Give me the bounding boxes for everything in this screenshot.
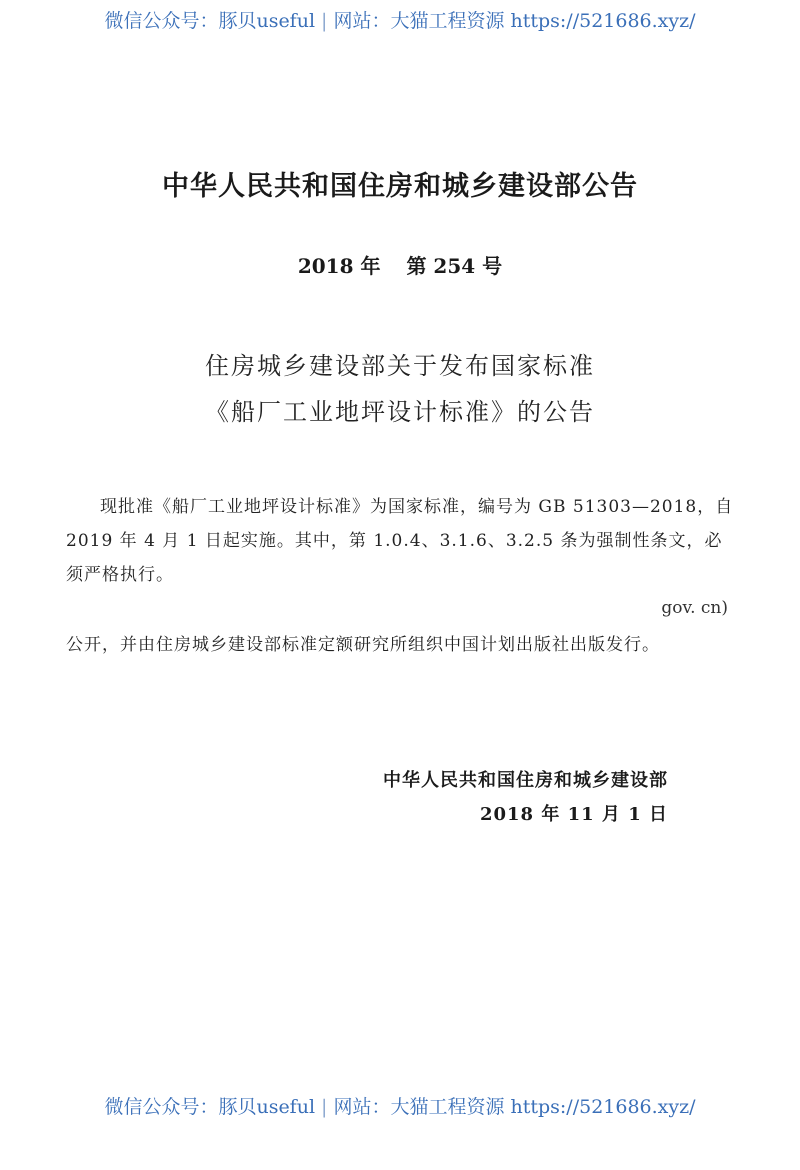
watermark-website: 网站：大猫工程资源 https://521686.xyz/ [333, 1096, 696, 1118]
watermark-separator: | [321, 10, 328, 32]
signature-date: 2018 年 11 月 1 日 [479, 804, 668, 825]
watermark-footer [0, 1092, 800, 1119]
watermark-wechat: 微信公众号：豚贝useful [104, 1096, 316, 1118]
announcement-year: 2018 年 [297, 254, 381, 278]
watermark-separator: | [321, 1096, 328, 1118]
watermark-website: 网站：大猫工程资源 https://521686.xyz/ [333, 10, 696, 32]
watermark-header [0, 6, 800, 33]
subtitle-line-2: 《船厂工业地坪设计标准》的公告 [205, 398, 595, 426]
document-title: 中华人民共和国住房和城乡建设部公告 [162, 171, 638, 202]
watermark-wechat: 微信公众号：豚贝useful [104, 10, 316, 32]
announcement-number [0, 250, 800, 279]
subtitle-line-1: 住房城乡建设部关于发布国家标准 [205, 352, 595, 380]
signature-organization: 中华人民共和国住房和城乡建设部 [383, 770, 668, 791]
gov-url-fragment: gov. cn) [661, 598, 728, 618]
body-paragraph-2: 公开，并由住房城乡建设部标准定额研究所组织中国计划出版社出版发行。 [66, 635, 660, 655]
body-paragraph-1: 现批准《船厂工业地坪设计标准》为国家标准，编号为 GB 51303—2018，自 2019 年 4 月 1 日起实施。其中，第 1.0.4、3.1.6、3.2.5 条为强制性条文，必须严格执行。 [66, 497, 734, 585]
announcement-no: 第 254 号 [406, 254, 503, 278]
